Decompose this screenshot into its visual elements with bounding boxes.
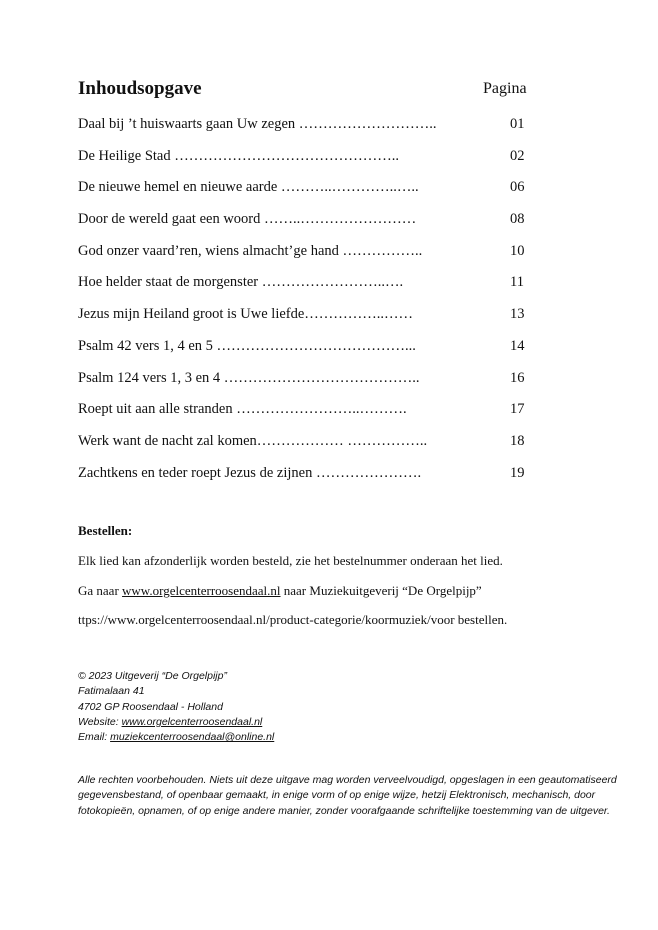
toc-title: Roept uit aan alle stranden ……………………..………. [78, 401, 407, 418]
table-of-contents [78, 116, 538, 496]
toc-page: 11 [510, 274, 524, 291]
toc-title: De Heilige Stad ……………………………………….. [78, 147, 399, 164]
toc-row[interactable] [78, 274, 538, 306]
toc-title: Daal bij ’t huiswaarts gaan Uw zegen ……………………….. [78, 116, 437, 132]
toc-row[interactable] [78, 306, 538, 338]
toc-title: Psalm 124 vers 1, 3 en 4 ………………………………….. [78, 369, 420, 386]
toc-page: 14 [510, 337, 525, 354]
toc-row[interactable] [78, 148, 538, 180]
website-label: Website: [78, 715, 122, 728]
toc-page: 18 [510, 432, 525, 449]
imprint [78, 669, 274, 745]
website-line [78, 715, 274, 730]
email-line [78, 730, 274, 745]
order-website-line [78, 583, 482, 599]
toc-page: 10 [510, 242, 525, 259]
order-website-suffix: naar Muziekuitgeverij “De Orgelpijp” [280, 583, 482, 598]
address-street: Fatimalaan 41 [78, 685, 145, 698]
toc-page: 08 [510, 211, 525, 228]
copyright-text: © 2023 Uitgeverij “De Orgelpijp” [78, 670, 227, 682]
imprint-website-link[interactable]: www.orgelcenterroosendaal.nl [121, 715, 263, 728]
toc-page: 16 [510, 369, 525, 386]
website-link[interactable]: www.orgelcenterroosendaal.nl [122, 583, 281, 598]
toc-title: Psalm 42 vers 1, 4 en 5 …………………………………... [78, 337, 416, 354]
order-info-line: Elk lied kan afzonderlijk worden besteld, zie het bestelnummer onderaan het lied. [78, 553, 503, 568]
toc-row[interactable] [78, 401, 538, 433]
toc-row[interactable] [78, 465, 538, 497]
order-website-prefix: Ga naar [78, 583, 123, 598]
toc-page: 19 [510, 464, 525, 481]
toc-row[interactable] [78, 370, 538, 402]
email-label: Email: [78, 731, 111, 744]
email-link[interactable]: muziekcenterroosendaal@online.nl [110, 731, 275, 744]
toc-page: 01 [510, 116, 525, 132]
rights-notice: Alle rechten voorbehouden. Niets uit deze uitgave mag worden verveelvoudigd, opgeslagen in een geautomatiseerd gegevensbestand, of openbaar gemaakt, in enige vorm of op enige wijze, hetzij Elektronisch, mechanisch, door fotokopieën, opnamen, of op enige andere manier, zonder voorafgaande schriftelijke toestemming van de uitgever. [78, 774, 617, 817]
toc-title: God onzer vaard’ren, wiens almacht’ge hand …………….. [78, 242, 423, 259]
toc-page: 13 [510, 306, 525, 323]
toc-row[interactable] [78, 433, 538, 465]
toc-title: Werk want de nacht zal komen……………… …………….. [78, 432, 428, 449]
address-city: 4702 GP Roosendaal - Holland [78, 700, 223, 713]
page-title: Inhoudsopgave [78, 78, 202, 99]
toc-page: 06 [510, 179, 525, 196]
toc-page: 17 [510, 401, 525, 418]
toc-row[interactable] [78, 116, 538, 148]
toc-title: Door de wereld gaat een woord ……..…………………… [78, 211, 417, 228]
toc-row[interactable] [78, 211, 538, 243]
order-heading: Bestellen: [78, 523, 133, 538]
toc-title: Hoe helder staat de morgenster ……………………..…. [78, 274, 404, 291]
page-column-header: Pagina [483, 80, 527, 97]
toc-page: 02 [510, 147, 525, 164]
toc-row[interactable] [78, 243, 538, 275]
toc-title: Jezus mijn Heiland groot is Uwe liefde……………..…… [78, 306, 414, 323]
toc-row[interactable] [78, 338, 538, 370]
order-url-line: ttps://www.orgelcenterroosendaal.nl/product-categorie/koormuziek/voor bestellen. [78, 612, 508, 627]
toc-title: De nieuwe hemel en nieuwe aarde ………..…………..….. [78, 179, 419, 196]
toc-title: Zachtkens en teder roept Jezus de zijnen …………………. [78, 464, 422, 481]
toc-row[interactable] [78, 179, 538, 211]
